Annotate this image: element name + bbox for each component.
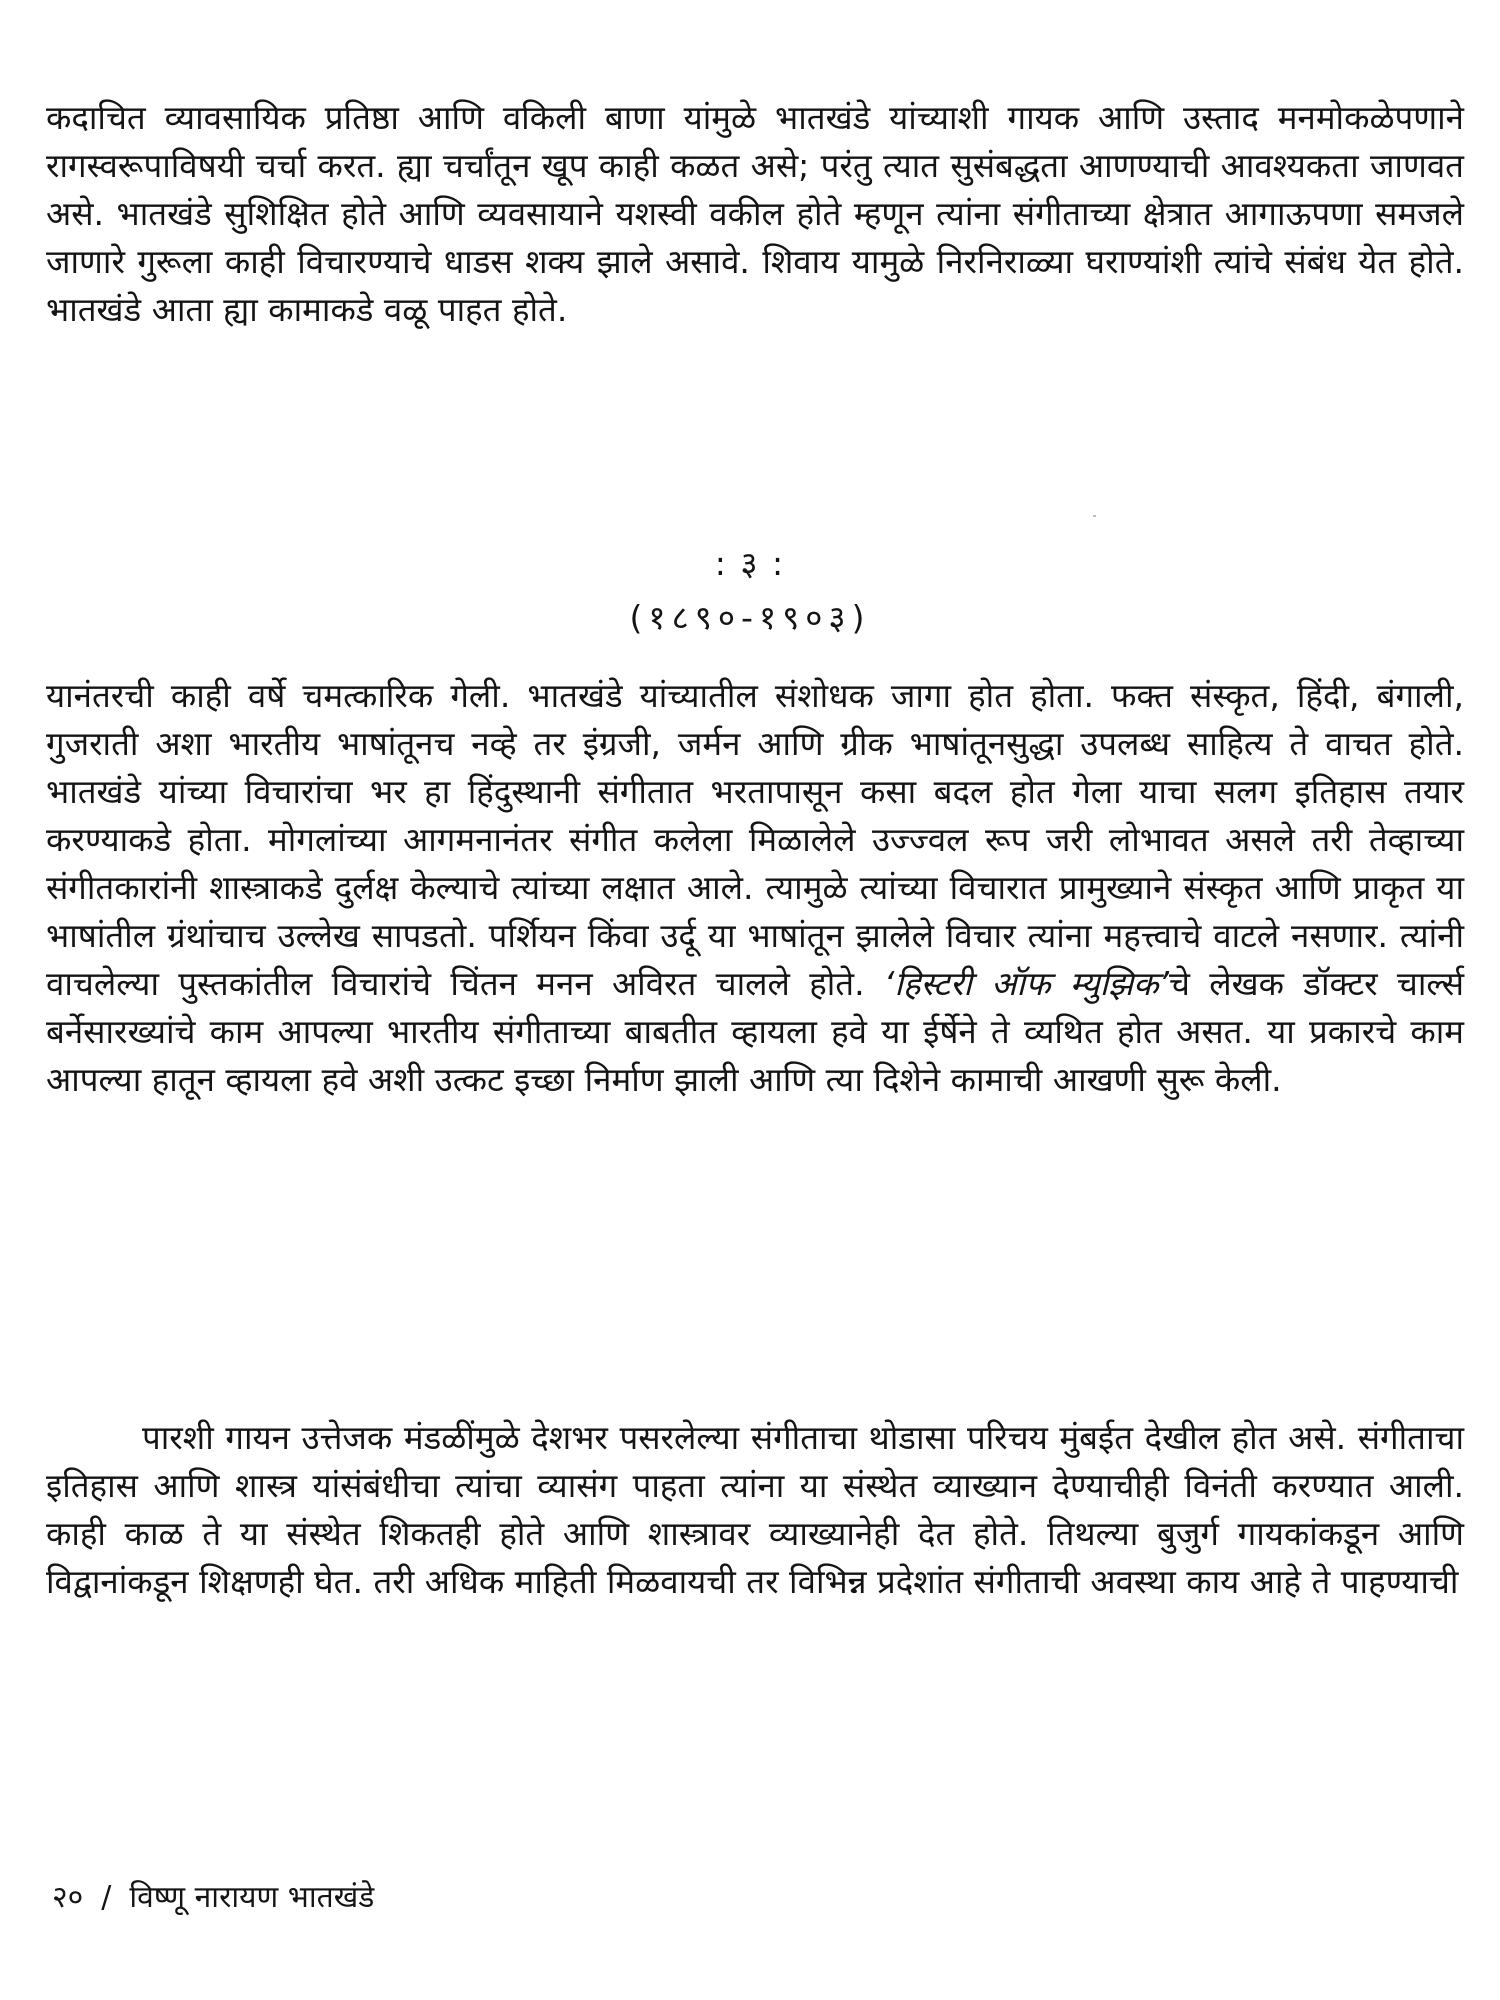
section-number: : ३ : [714, 544, 786, 583]
footer-book-name: विष्णू नारायण भातखंडे [129, 1880, 375, 1915]
book-title-history-of-music: ‘हिस्टरी ऑफ म्युझिक’ [883, 964, 1169, 1003]
page-number: २० [52, 1880, 84, 1915]
paragraph-parsi-mandali: पारशी गायन उत्तेजक मंडळींमुळे देशभर पसरलेल्या संगीताचा थोडासा परिचय मुंबईत देखील होत असे. संगीताचा इतिहास आणि शास्त्र यांसंबंधीचा त्यांचा व्यासंग पाहता त्यांना या संस्थेत व्याख्यान देण्याचीही विनंती करण्यात आली. काही काळ ते या संस्थेत शिकतही होते आणि शास्त्रावर व्याख्यानेही देत होते. तिथल्या बुजुर्ग गायकांकडून आणि विद्वानांकडून शिक्षणही घेत. तरी अधिक माहिती मिळवायची तर विभिन्न प्रदेशांत संगीताची अवस्था काय आहे ते पाहण्याची [46, 1418, 1464, 1601]
page-footer [52, 1878, 374, 1918]
footer-separator: / [101, 1880, 112, 1915]
paragraph-research-text-a: यानंतरची काही वर्षे चमत्कारिक गेली. भातखंडे यांच्यातील संशोधक जागा होत होता. फक्त संस्कृत, हिंदी, बंगाली, गुजराती अशा भारतीय भाषांतूनच नव्हे तर इंग्रजी, जर्मन आणि ग्रीक भाषांतूनसुद्धा उपलब्ध साहित्य ते वाचत होते. भातखंडे यांच्या विचारांचा भर हा हिंदुस्थानी संगीतात भरतापासून कसा बदल होत गेला याचा सलग इतिहास तयार करण्याकडे होता. मोगलांच्या आगमनानंतर संगीत कलेला मिळालेले उज्ज्वल रूप जरी लोभावत असले तरी तेव्हाच्या संगीतकारांनी शास्त्राकडे दुर्लक्ष केल्याचे त्यांच्या लक्षात आले. त्यामुळे त्यांच्या विचारात प्रामुख्याने संस्कृत आणि प्राकृत या भाषांतील ग्रंथांचाच उल्लेख सापडतो. पर्शियन किंवा उर्दू या भाषांतून झालेले विचार त्यांना महत्त्वाचे वाटले नसणार. त्यांनी वाचलेल्या पुस्तकांतील विचारांचे चिंतन मनन अविरत चालले होते. [46, 676, 1464, 1003]
paragraph-intro: कदाचित व्यावसायिक प्रतिष्ठा आणि वकिली बाणा यांमुळे भातखंडे यांच्याशी गायक आणि उस्ताद मनमोकळेपणाने रागस्वरूपाविषयी चर्चा करत. ह्या चर्चांतून खूप काही कळत असे; परंतु त्यात सुसंबद्धता आणण्याची आवश्यकता जाणवत असे. भातखंडे सुशिक्षित होते आणि व्यवसायाने यशस्वी वकील होते म्हणून त्यांना संगीताच्या क्षेत्रात आगाऊपणा समजले जाणारे गुरूला काही विचारण्याचे धाडस शक्य झाले असावे. शिवाय यामुळे निरनिराळ्या घराण्यांशी त्यांचे संबंध येत होते. भातखंडे आता ह्या कामाकडे वळू पाहत होते. [46, 98, 1464, 329]
scan-speck [1093, 515, 1096, 517]
paragraph-research-text-b: चे लेखक डॉक्टर चार्ल्स बर्नेसारख्यांचे काम आपल्या भारतीय संगीताच्या बाबतीत व्हायला हवे या ईर्षेने ते व्यथित होत असत. या प्रकारचे काम आपल्या हातून व्हायला हवे अशी उत्कट इच्छा निर्माण झाली आणि त्या दिशेने कामाची आखणी सुरू केली. [46, 964, 1465, 1099]
paragraph-research [46, 672, 1464, 1104]
section-years: (१८९०-१९०३) [629, 598, 871, 637]
